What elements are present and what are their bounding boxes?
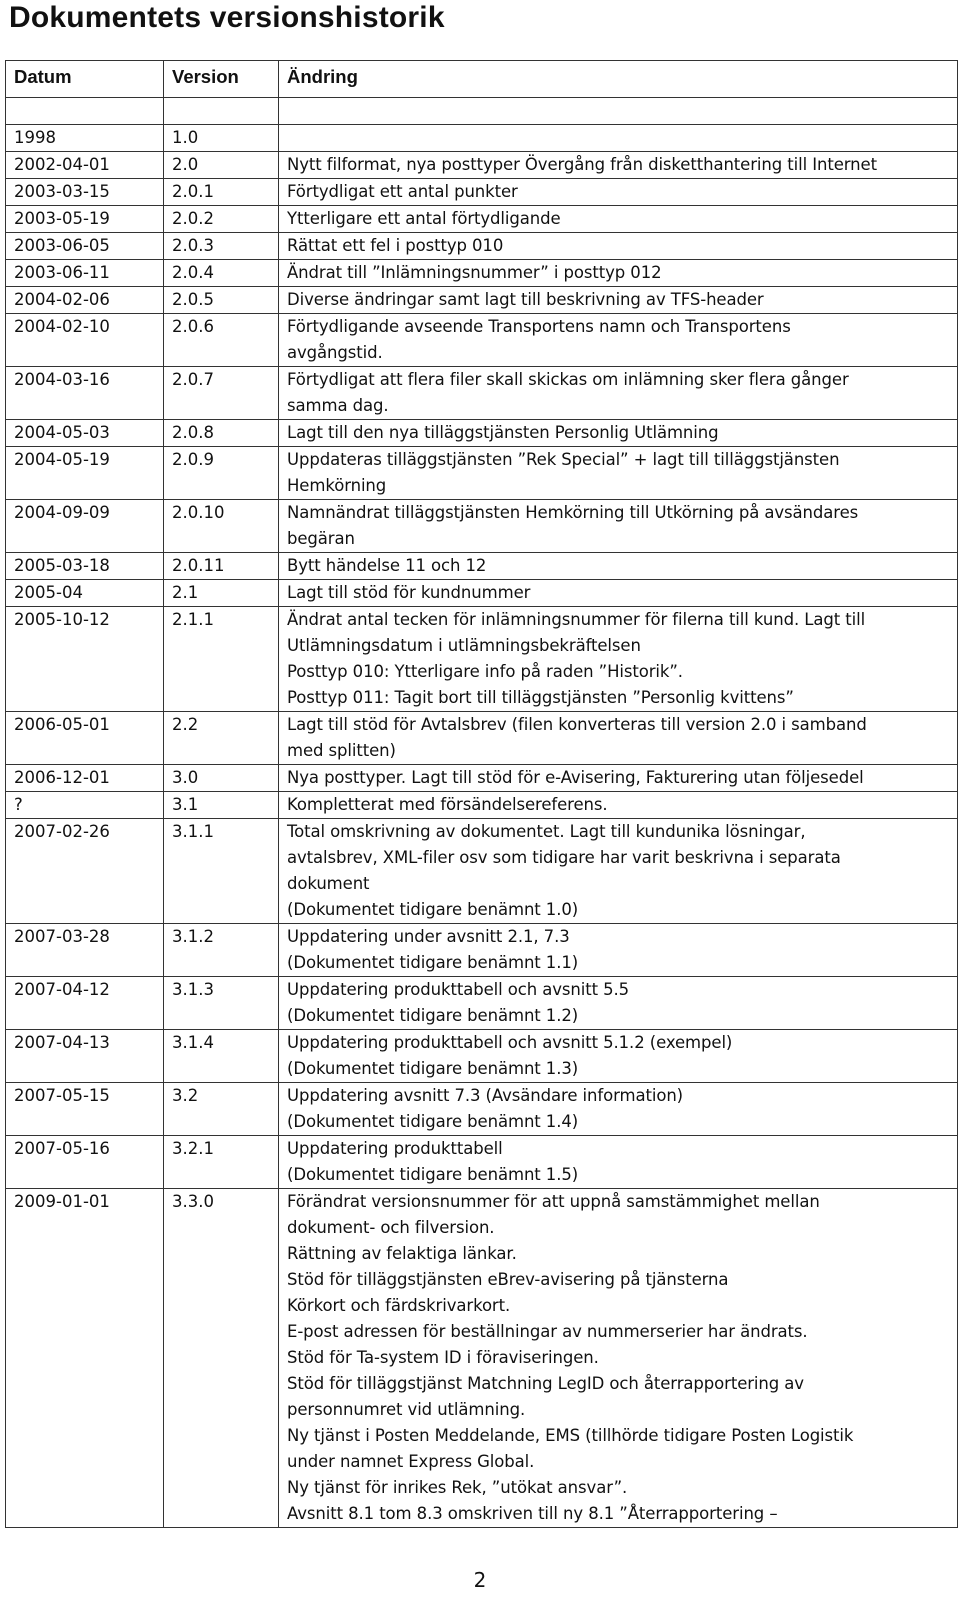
change-line: Uppdatering produkttabell och avsnitt 5.1.2 (exempel) <box>287 1033 733 1052</box>
cell-change <box>279 607 958 712</box>
table-row <box>6 287 958 314</box>
change-line: Förtydligat att flera filer skall skickas om inlämning sker flera gånger <box>287 370 849 389</box>
change-line: Utlämningsdatum i utlämningsbekräftelsen <box>287 636 641 655</box>
change-line: Ny tjänst i Posten Meddelande, EMS (tillhörde tidigare Posten Logistik <box>287 1426 854 1445</box>
table-row <box>6 420 958 447</box>
spacer-cell <box>279 98 958 125</box>
cell-change <box>279 260 958 287</box>
cell-change <box>279 712 958 765</box>
cell-change <box>279 1136 958 1189</box>
cell-change <box>279 125 958 152</box>
spacer-cell <box>6 98 164 125</box>
cell-version: 2.0.6 <box>164 314 279 367</box>
cell-change <box>279 1189 958 1528</box>
cell-date: 2007-04-13 <box>6 1030 164 1083</box>
cell-date: 2005-10-12 <box>6 607 164 712</box>
change-line: Nya posttyper. Lagt till stöd för e-Avisering, Fakturering utan följesedel <box>287 768 864 787</box>
change-line: (Dokumentet tidigare benämnt 1.0) <box>287 900 579 919</box>
cell-change <box>279 924 958 977</box>
change-line: Rättning av felaktiga länkar. <box>287 1244 517 1263</box>
cell-date: 2004-03-16 <box>6 367 164 420</box>
change-line: (Dokumentet tidigare benämnt 1.1) <box>287 953 579 972</box>
cell-date: 2007-05-16 <box>6 1136 164 1189</box>
cell-change <box>279 580 958 607</box>
cell-date: 2005-03-18 <box>6 553 164 580</box>
change-line: Stöd för tilläggstjänsten eBrev-avisering på tjänsterna <box>287 1270 729 1289</box>
cell-version: 3.1.2 <box>164 924 279 977</box>
cell-version: 3.1.3 <box>164 977 279 1030</box>
page-title: Dokumentets versionshistorik <box>9 1 445 34</box>
change-line: E-post adressen för beställningar av nummerserier har ändrats. <box>287 1322 808 1341</box>
cell-date: 2007-05-15 <box>6 1083 164 1136</box>
table-row <box>6 152 958 179</box>
cell-version: 3.1.4 <box>164 1030 279 1083</box>
cell-date: 2007-02-26 <box>6 819 164 924</box>
table-header-row <box>6 61 958 98</box>
change-line: dokument- och filversion. <box>287 1218 495 1237</box>
change-line: Körkort och färdskrivarkort. <box>287 1296 511 1315</box>
cell-version: 2.0.10 <box>164 500 279 553</box>
cell-date: 2009-01-01 <box>6 1189 164 1528</box>
change-line: (Dokumentet tidigare benämnt 1.5) <box>287 1165 579 1184</box>
change-line: Stöd för Ta-system ID i föraviseringen. <box>287 1348 599 1367</box>
cell-version: 3.3.0 <box>164 1189 279 1528</box>
cell-date: 2003-05-19 <box>6 206 164 233</box>
cell-date: 2005-04 <box>6 580 164 607</box>
change-line: Posttyp 010: Ytterligare info på raden ”Historik”. <box>287 662 683 681</box>
table-row <box>6 765 958 792</box>
cell-change <box>279 1030 958 1083</box>
change-line: Förtydligat ett antal punkter <box>287 182 518 201</box>
table-row <box>6 1030 958 1083</box>
change-line: Uppdatering produkttabell <box>287 1139 503 1158</box>
cell-version: 2.1 <box>164 580 279 607</box>
table-body <box>6 98 958 1528</box>
cell-version: 2.0.8 <box>164 420 279 447</box>
change-line: Förtydligande avseende Transportens namn och Transportens <box>287 317 791 336</box>
change-line: Ytterligare ett antal förtydligande <box>287 209 561 228</box>
header-version: Version <box>164 61 279 98</box>
table-row <box>6 447 958 500</box>
cell-date: 2006-12-01 <box>6 765 164 792</box>
change-line: Nytt filformat, nya posttyper Övergång från disketthantering till Internet <box>287 155 877 174</box>
change-line: Namnändrat tilläggstjänsten Hemkörning till Utkörning på avsändares <box>287 503 859 522</box>
cell-change <box>279 233 958 260</box>
cell-version: 1.0 <box>164 125 279 152</box>
change-line: med splitten) <box>287 741 396 760</box>
cell-date: 2003-03-15 <box>6 179 164 206</box>
cell-version: 2.1.1 <box>164 607 279 712</box>
table-row <box>6 179 958 206</box>
cell-change <box>279 287 958 314</box>
cell-date: 2003-06-05 <box>6 233 164 260</box>
table-row <box>6 125 958 152</box>
change-line: Uppdateras tilläggstjänsten ”Rek Special” + lagt till tilläggstjänsten <box>287 450 840 469</box>
change-line: dokument <box>287 874 370 893</box>
change-line: Ändrat till ”Inlämningsnummer” i posttyp 012 <box>287 263 662 282</box>
cell-change <box>279 765 958 792</box>
change-line: Rättat ett fel i posttyp 010 <box>287 236 504 255</box>
change-line: Kompletterat med försändelsereferens. <box>287 795 608 814</box>
cell-change <box>279 819 958 924</box>
cell-change <box>279 500 958 553</box>
change-line: Uppdatering produkttabell och avsnitt 5.5 <box>287 980 630 999</box>
change-line: Lagt till den nya tilläggstjänsten Personlig Utlämning <box>287 423 719 442</box>
change-line: (Dokumentet tidigare benämnt 1.3) <box>287 1059 579 1078</box>
header-change: Ändring <box>279 61 958 98</box>
table-row <box>6 580 958 607</box>
cell-version: 2.2 <box>164 712 279 765</box>
change-line: avgångstid. <box>287 343 383 362</box>
table-row <box>6 367 958 420</box>
cell-version: 2.0.5 <box>164 287 279 314</box>
change-line: Lagt till stöd för Avtalsbrev (filen konverteras till version 2.0 i samband <box>287 715 867 734</box>
change-line: Avsnitt 8.1 tom 8.3 omskriven till ny 8.1 ”Återrapportering – <box>287 1504 778 1523</box>
cell-version: 2.0.3 <box>164 233 279 260</box>
table-row <box>6 500 958 553</box>
change-line: (Dokumentet tidigare benämnt 1.4) <box>287 1112 579 1131</box>
header-date: Datum <box>6 61 164 98</box>
cell-change <box>279 553 958 580</box>
change-line: Diverse ändringar samt lagt till beskrivning av TFS-header <box>287 290 764 309</box>
cell-version: 3.2 <box>164 1083 279 1136</box>
table-row <box>6 1136 958 1189</box>
table-row <box>6 977 958 1030</box>
page-number: 2 <box>473 1568 487 1592</box>
cell-change <box>279 179 958 206</box>
change-line: (Dokumentet tidigare benämnt 1.2) <box>287 1006 579 1025</box>
change-line: Förändrat versionsnummer för att uppnå samstämmighet mellan <box>287 1192 820 1211</box>
cell-change <box>279 367 958 420</box>
cell-version: 3.2.1 <box>164 1136 279 1189</box>
change-line: Ändrat antal tecken för inlämningsnummer för filerna till kund. Lagt till <box>287 610 866 629</box>
change-line: Bytt händelse 11 och 12 <box>287 556 487 575</box>
cell-change <box>279 792 958 819</box>
cell-change <box>279 1083 958 1136</box>
table-row <box>6 1189 958 1528</box>
spacer-cell <box>164 98 279 125</box>
change-line: personnumret vid utlämning. <box>287 1400 526 1419</box>
cell-change <box>279 314 958 367</box>
table-row <box>6 792 958 819</box>
cell-change <box>279 447 958 500</box>
cell-date: 2004-09-09 <box>6 500 164 553</box>
cell-date: ? <box>6 792 164 819</box>
cell-version: 2.0.2 <box>164 206 279 233</box>
table-row <box>6 712 958 765</box>
change-line: Hemkörning <box>287 476 387 495</box>
change-line: avtalsbrev, XML-filer osv som tidigare har varit beskrivna i separata <box>287 848 841 867</box>
cell-date: 2004-02-10 <box>6 314 164 367</box>
cell-version: 2.0.1 <box>164 179 279 206</box>
table-row <box>6 607 958 712</box>
change-line: under namnet Express Global. <box>287 1452 535 1471</box>
cell-date: 2004-02-06 <box>6 287 164 314</box>
cell-version: 3.1 <box>164 792 279 819</box>
change-line: samma dag. <box>287 396 389 415</box>
change-line: Stöd för tilläggstjänst Matchning LegID och återrapportering av <box>287 1374 804 1393</box>
change-line: Posttyp 011: Tagit bort till tilläggstjänsten ”Personlig kvittens” <box>287 688 794 707</box>
cell-date: 2004-05-03 <box>6 420 164 447</box>
cell-change <box>279 977 958 1030</box>
cell-date: 2006-05-01 <box>6 712 164 765</box>
change-line: begäran <box>287 529 355 548</box>
cell-date: 2004-05-19 <box>6 447 164 500</box>
table-row <box>6 314 958 367</box>
change-line: Total omskrivning av dokumentet. Lagt till kundunika lösningar, <box>287 822 806 841</box>
change-line: Uppdatering avsnitt 7.3 (Avsändare information) <box>287 1086 684 1105</box>
table-row <box>6 206 958 233</box>
table-spacer-row <box>6 98 958 125</box>
cell-version: 2.0.4 <box>164 260 279 287</box>
cell-date: 2007-03-28 <box>6 924 164 977</box>
table-row <box>6 819 958 924</box>
cell-version: 2.0.7 <box>164 367 279 420</box>
cell-version: 2.0 <box>164 152 279 179</box>
cell-change <box>279 206 958 233</box>
version-history-table <box>5 60 958 1528</box>
cell-date: 2003-06-11 <box>6 260 164 287</box>
cell-change <box>279 420 958 447</box>
cell-date: 2002-04-01 <box>6 152 164 179</box>
cell-date: 2007-04-12 <box>6 977 164 1030</box>
table-row <box>6 233 958 260</box>
cell-version: 3.1.1 <box>164 819 279 924</box>
table-row <box>6 553 958 580</box>
cell-change <box>279 152 958 179</box>
table-row <box>6 924 958 977</box>
cell-version: 3.0 <box>164 765 279 792</box>
change-line: Uppdatering under avsnitt 2.1, 7.3 <box>287 927 570 946</box>
cell-version: 2.0.11 <box>164 553 279 580</box>
change-line: Ny tjänst för inrikes Rek, ”utökat ansvar”. <box>287 1478 628 1497</box>
change-line: Lagt till stöd för kundnummer <box>287 583 531 602</box>
table-row <box>6 1083 958 1136</box>
table-row <box>6 260 958 287</box>
cell-version: 2.0.9 <box>164 447 279 500</box>
cell-date: 1998 <box>6 125 164 152</box>
